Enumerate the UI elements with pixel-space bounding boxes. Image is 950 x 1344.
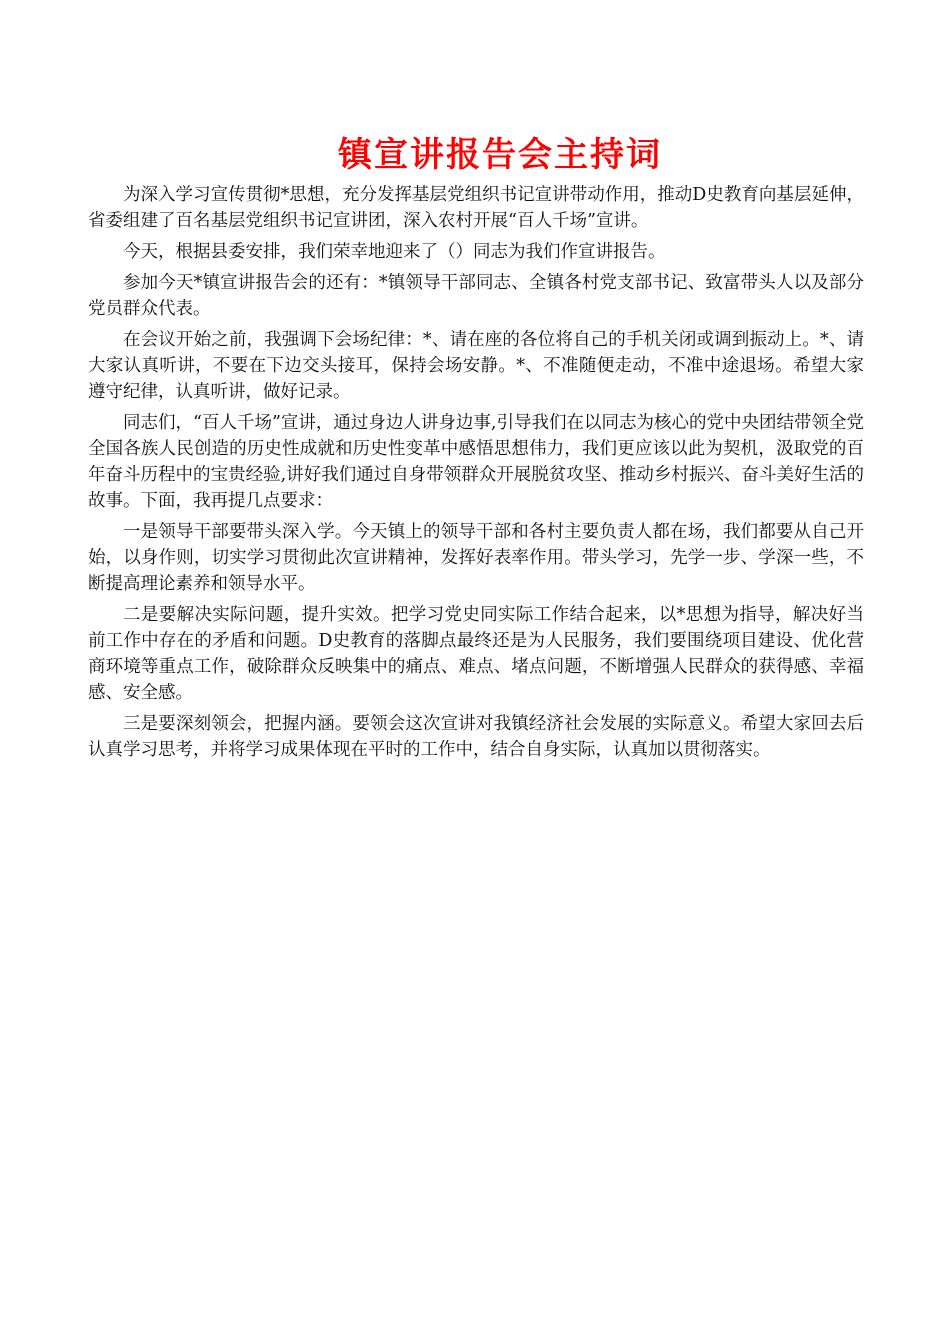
paragraph-welcome: 今天，根据县委安排，我们荣幸地迎来了（）同志为我们作宣讲报告。 bbox=[123, 242, 666, 262]
paragraph-requirement-two: 二是要解决实际问题，提升实效。把学习党史同实际工作结合起来，以*思想为指导，解决好当前工作中存在的矛盾和问题。D史教育的落脚点最终还是为人民服务，我们要围绕项目建设、优化营商环境等重点工作，破除群众反映集中的痛点、难点、堵点问题，不断增强人民群众的获得感、幸福感、安全感。 bbox=[88, 605, 864, 703]
paragraph-requirement-three: 三是要深刻领会，把握内涵。要领会这次宣讲对我镇经济社会发展的实际意义。希望大家回去后认真学习思考，并将学习成果体现在平时的工作中，结合自身实际，认真加以贯彻落实。 bbox=[88, 714, 864, 760]
paragraph-attendees: 参加今天*镇宣讲报告会的还有：*镇领导干部同志、全镇各村党支部书记、致富带头人以及部分党员群众代表。 bbox=[88, 273, 864, 319]
paragraph-significance: 同志们，“百人千场”宣讲，通过身边人讲身边事,引导我们在以同志为核心的党中央团结带领全党全国各族人民创造的历史性成就和历史性变革中感悟思想伟力，我们更应该以此为契机，汲取党的百年奋斗历程中的宝贵经验,讲好我们通过自身带领群众开展脱贫攻坚、推动乡村振兴、奋斗美好生活的故事。下面，我再提几点要求： bbox=[88, 413, 864, 511]
document-body bbox=[88, 182, 864, 768]
document-title: 镇宣讲报告会主持词 bbox=[338, 135, 662, 175]
paragraph-intro: 为深入学习宣传贯彻*思想，充分发挥基层党组织书记宣讲带动作用，推动D史教育向基层延伸，省委组建了百名基层党组织书记宣讲团，深入农村开展“百人千场”宣讲。 bbox=[88, 185, 864, 231]
paragraph-discipline: 在会议开始之前，我强调下会场纪律：*、请在座的各位将自己的手机关闭或调到振动上。*、请大家认真听讲，不要在下边交头接耳，保持会场安静。*、不准随便走动，不准中途退场。希望大家遵守纪律，认真听讲，做好记录。 bbox=[88, 330, 864, 402]
paragraph-requirement-one: 一是领导干部要带头深入学。今天镇上的领导干部和各村主要负责人都在场，我们都要从自己开始，以身作则，切实学习贯彻此次宣讲精神，发挥好表率作用。带头学习，先学一步、学深一些，不断提高理论素养和领导水平。 bbox=[88, 522, 864, 594]
